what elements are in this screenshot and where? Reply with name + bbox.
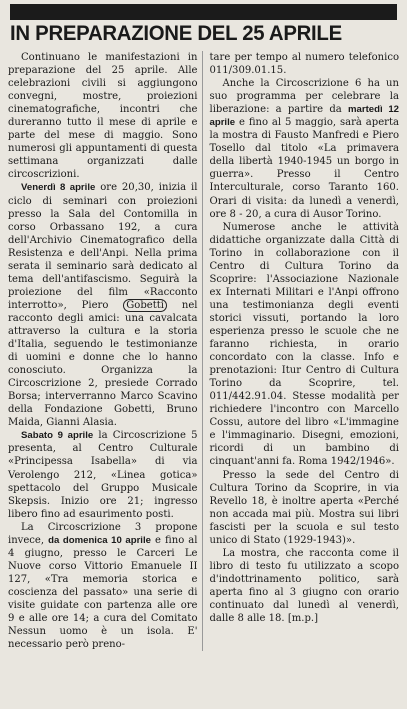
date-friday: Venerdì 8 aprile — [21, 182, 96, 194]
paragraph-closing: La mostra, che racconta come il libro di testo fu utilizzato a scopo d'indottrinamento politico, sarà aperta fino al 3 giugno con orario continuato dal lunedì al venerdì, dalle 8 alle 18. [m.p.] — [209, 547, 399, 625]
column-left — [8, 51, 203, 651]
paragraph-friday: Venerdì 8 aprile ore 20,30, inizia il ciclo di seminari con proiezioni presso la Sala del Contomilla in corso Orbassano 192, a cura dell'Archivio Cinematografico della Resistenza e dell'Anpi. Nella prima serata il seminario sarà dedicato al tema dell'antifascismo. Seguirà la proiezione del film «Racconto interrotto», Piero Gobetti nel racconto degli amici: una cavalcata attraverso la cultura e la storia d'Italia, seguendo le testimonianze di uomini e donne che lo hanno conosciuto. Organizza la Circoscrizione 2, presiede Corrado Borsa; interverranno Marco Scavino della Fondazione Gobetti, Bruno Maida, Gianni Alasia. — [8, 182, 198, 429]
article-columns — [8, 51, 399, 651]
paragraph-exhibition: Presso la sede del Centro di Cultura Torino da Scoprire, in via Revello 18, è inoltre aperta «Perché non accada mai più. Mostra sui libri fascisti per la scuola e sul testo unico di Stato (1929-1943)». — [209, 469, 399, 546]
circled-name: Gobetti — [123, 299, 167, 312]
headline: IN PREPARAZIONE DEL 25 APRILE — [10, 22, 342, 45]
header-bar — [10, 4, 397, 20]
column-right — [210, 51, 400, 651]
signature: [m.p.] — [287, 613, 318, 625]
date-tuesday: martedì 12 aprile — [209, 104, 399, 129]
paragraph-saturday: Sabato 9 aprile la Circoscrizione 5 presenta, al Centro Culturale «Principessa Isabella» di via Verolengo 212, «Linea gotica» spettacolo del Gruppo Musicale Skepsis. Inizio ore 21; ingresso libero fino ad esaurimento posti. — [8, 430, 198, 520]
paragraph-sunday: La Circoscrizione 3 propone invece, da domenica 10 aprile e fino al 4 giugno, presso le Carceri Le Nuove corso Vittorio Emanuele II 127, «Tra memoria storica e coscienza del passato» una serie di visite guidate con partenza alle ore 9 e alle ore 14; a cura del Comitato Nessun uomo è un isola. E' necessario però preno- — [8, 521, 198, 651]
date-sunday: da domenica 10 aprile — [48, 534, 151, 546]
paragraph-didactic: Numerose anche le attività didattiche organizzate dalla Città di Torino in collaborazione con il Centro di Cultura Torino da Scoprire: l'Associazione Nazionale ex Internati Militari e l'Anpi offrono una testimonianza degli eventi storici vissuti, portando la loro esperienza presso le scuole che ne faranno richiesta, in orario concordato con la classe. Info e prenotazioni: Itur Centro di Cultura Torino da Scoprire, tel. 011/442.91.04. Stesse modalità per richiedere l'incontro con Marcello Cossu, autore del libro «L'immagine e l'immaginario. Disegni, emozioni, ricordi di un bambino di cinquant'anni fa. Roma 1942/1946». — [209, 221, 399, 468]
paragraph-intro: Continuano le manifestazioni in preparazione del 25 aprile. Alle celebrazioni civili si aggiungono convegni, mostre, proiezioni cinematografiche, incontri che dureranno tutto il mese di aprile e parte del mese di maggio. Sono numerosi gli appuntamenti di questa settimana organizzati dalle circoscrizioni. — [8, 52, 198, 181]
paragraph-phone: tare per tempo al numero telefonico 011/309.01.15. — [209, 52, 399, 77]
date-saturday: Sabato 9 aprile — [21, 430, 94, 442]
paragraph-tuesday: Anche la Circoscrizione 6 ha un suo programma per celebrare la liberazione: a partire da martedì 12 aprile e fino al 5 maggio, sarà aperta la mostra di Fausto Manfredi e Piero Tosello dal titolo «La primavera della libertà 1940-1945 un borgo in guerra». Presso il Centro Interculturale, corso Taranto 160. Orari di visita: da lunedì a venerdì, ore 8 - 20, a cura di Ausor Torino. — [209, 78, 399, 220]
